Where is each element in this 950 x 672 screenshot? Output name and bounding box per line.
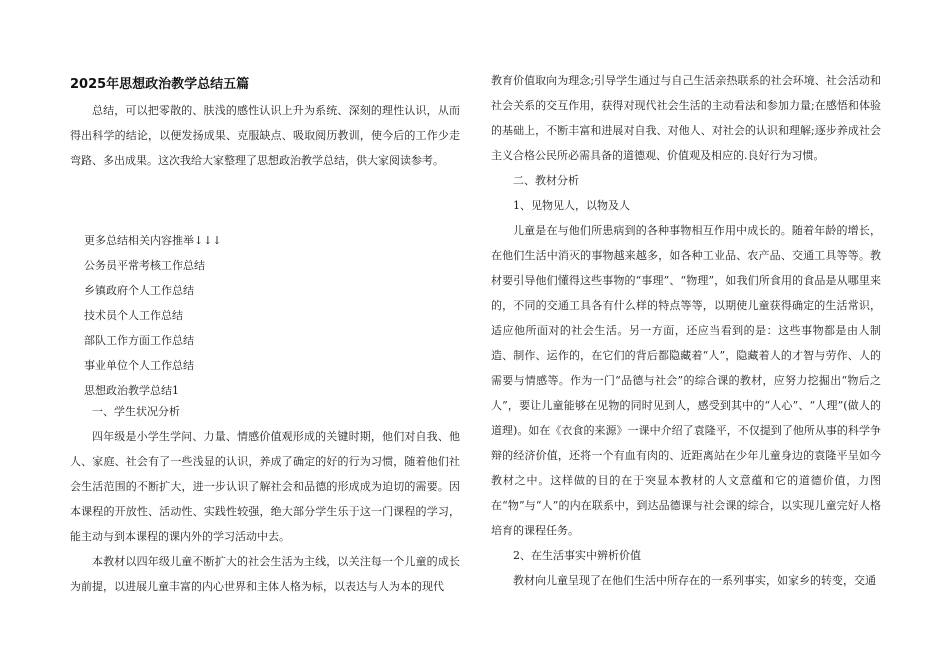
- sub-heading-1: 1、见物见人，以物及人: [513, 199, 630, 212]
- link-item[interactable]: 部队工作方面工作总结: [84, 334, 194, 347]
- link-item[interactable]: 事业单位个人工作总结: [84, 359, 194, 372]
- heading-analysis: 二、教材分析: [513, 174, 579, 187]
- students-paragraph: 四年级是小学生学问、力量、情感价值观形成的关键时期，他们对自我、他人、家庭、社会有了一些浅显的认识，养成了确定的好的行为习惯，随着他们社会生活范围的不断扩大，进一步认识了解社会和品德的形成成为迫切的需要。因本课程的开放性、活动性、实践性较强，绝大部分学生乐于这一门课程的学习，能主动与到本课程的课内外的学习活动中去。: [70, 430, 460, 543]
- right-column: [491, 68, 881, 593]
- sub2-paragraph: 教材向儿童呈现了在他们生活中所存在的一系列事实，如家乡的转变，交通: [513, 574, 876, 587]
- sub-heading-2: 2、在生活事实中辨析价值: [513, 549, 641, 562]
- textbook-paragraph-continued: 教育价值取向为理念;引导学生通过与自己生活亲热联系的社会环境、社会活动和社会关系的交互作用，获得对现代社会生活的主动看法和参加力量;在感悟和体验的基础上，不断丰富和进展对自我、对他人、对社会的认识和理解;逐步养成社会主义合格公民所必需具备的道德观、价值观及相应的.良好行为习惯。: [491, 74, 881, 162]
- link-item[interactable]: 技术员个人工作总结: [84, 309, 183, 322]
- page-title: 2025年思想政治教学总结五篇: [70, 77, 250, 92]
- more-links-header: 更多总结相关内容推举↓↓↓: [84, 234, 222, 247]
- link-item[interactable]: 公务员平常考核工作总结: [84, 259, 205, 272]
- more-links-list: [84, 228, 454, 403]
- intro-paragraph: 总结，可以把零散的、肤浅的感性认识上升为系统、深刻的理性认识，从而得出科学的结论，以便发扬成果、克服缺点、吸取阅历教训，使今后的工作少走弯路、多出成果。这次我给大家整理了思想政治教学总结，供大家阅读参考。: [70, 104, 460, 167]
- link-item[interactable]: 乡镇政府个人工作总结: [84, 284, 194, 297]
- sub1-paragraph: 儿童是在与他们所患病到的各种事物相互作用中成长的。随着年龄的增长，在他们生活中消灭的事物越来越多，如各种工业品、农产品、交通工具等等。教材要引导他们懂得这些事物的“事理”、“物理”，如我们所食用的食品是从哪里来的，不同的交通工具各有什么样的特点等等，以期使儿童获得确定的生活常识，适应他所面对的社会生活。另一方面，还应当看到的是：这些事物都是由人制造、制作、运作的，在它们的背后都隐藏着“人”，隐藏着人的才智与劳作、人的需要与情感等。作为一门“品德与社会”的综合课的教材，应努力挖掘出“物后之人”，要让儿童能够在见物的同时见到人，感受到其中的“人心”、“人理”(做人的道理)。如在《衣食的来源》一课中介绍了袁隆平，不仅提到了他所从事的科学争辩的经济价值，还将一个有血有肉的、近距离站在少年儿童身边的袁隆平呈如今教材之中。这样做的目的在于突显本教材的人文意蕴和它的道德价值，力图在“物”与“人”的内在联系中，到达品德课与社会课的综合，以实现儿童完好人格培育的课程任务。: [491, 224, 881, 537]
- students-section: [70, 399, 460, 599]
- heading-students: 一、学生状况分析: [92, 405, 180, 418]
- section-title: 思想政治教学总结1: [84, 384, 179, 397]
- intro-paragraph-block: [70, 98, 460, 173]
- textbook-paragraph: 本教材以四年级儿童不断扩大的社会生活为主线，以关注每一个儿童的成长为前提，以进展儿童丰富的内心世界和主体人格为标，以表达与人为本的现代: [70, 555, 460, 593]
